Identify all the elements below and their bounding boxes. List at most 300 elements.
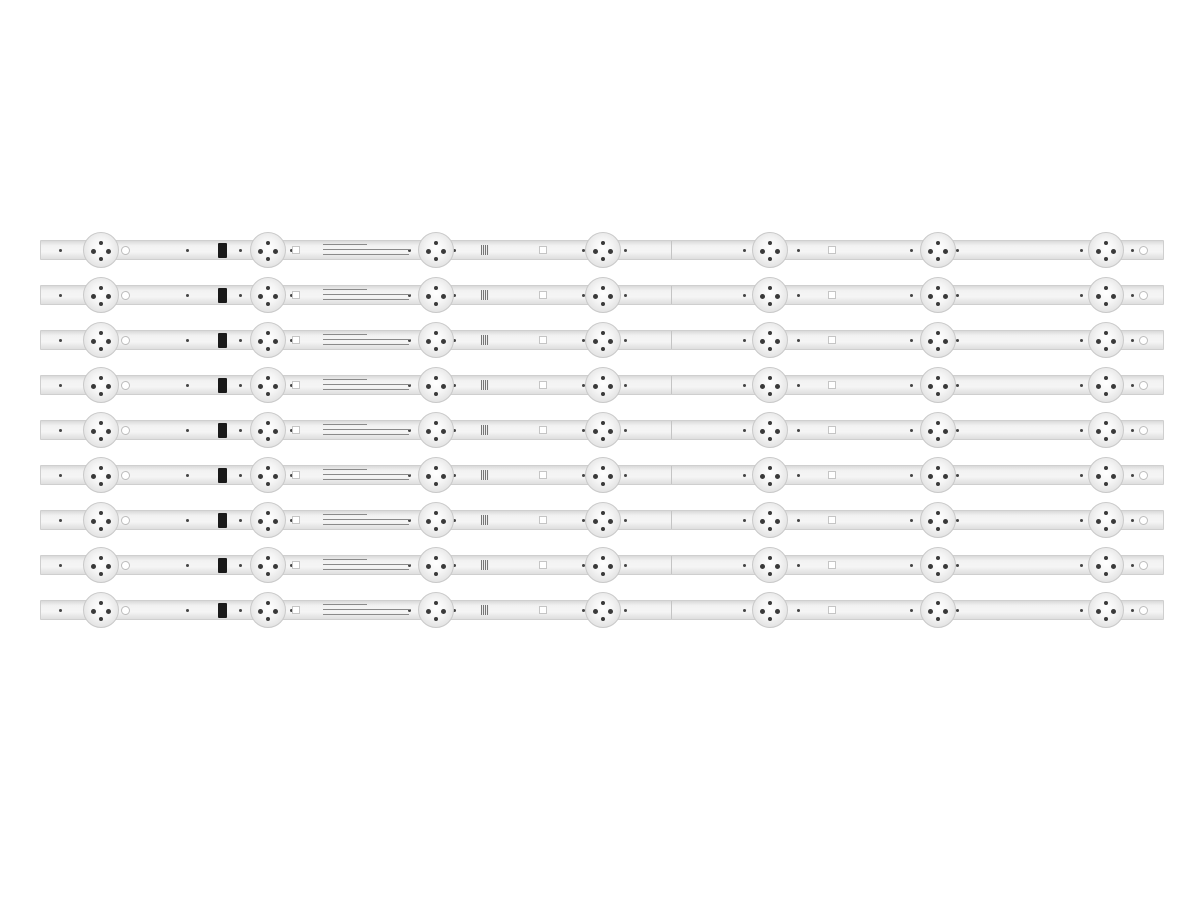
- led-lens: [250, 502, 286, 538]
- lens-leg: [106, 339, 111, 344]
- lens-leg: [928, 429, 933, 434]
- solder-point: [797, 294, 800, 297]
- lens-leg: [441, 564, 446, 569]
- mounting-hole: [1139, 516, 1148, 525]
- solder-point: [186, 429, 189, 432]
- solder-point: [186, 474, 189, 477]
- lens-leg: [775, 609, 780, 614]
- lens-leg: [273, 384, 278, 389]
- solder-point: [1080, 294, 1083, 297]
- solder-point: [797, 249, 800, 252]
- lens-leg: [1104, 601, 1108, 605]
- led-strip: [40, 285, 1164, 305]
- led-lens: [752, 592, 788, 628]
- solder-point: [1080, 519, 1083, 522]
- mounting-hole: [292, 336, 300, 344]
- led-lens: [418, 367, 454, 403]
- led-lens: [585, 277, 621, 313]
- lens-leg: [441, 249, 446, 254]
- solder-point: [910, 609, 913, 612]
- barcode-mark: [481, 245, 489, 255]
- lens-leg: [258, 384, 263, 389]
- mounting-hole: [539, 606, 547, 614]
- lens-leg: [601, 601, 605, 605]
- lens-leg: [928, 294, 933, 299]
- barcode-mark: [481, 605, 489, 615]
- lens-leg: [434, 421, 438, 425]
- strip-joint: [671, 286, 672, 304]
- led-lens: [250, 367, 286, 403]
- solder-point: [59, 339, 62, 342]
- lens-leg: [1104, 482, 1108, 486]
- lens-leg: [99, 257, 103, 261]
- lens-leg: [266, 482, 270, 486]
- lens-leg: [434, 331, 438, 335]
- strip-joint: [671, 376, 672, 394]
- led-lens: [250, 457, 286, 493]
- lens-leg: [91, 339, 96, 344]
- lens-leg: [266, 601, 270, 605]
- solder-point: [186, 384, 189, 387]
- solder-point: [1131, 609, 1134, 612]
- solder-point: [59, 294, 62, 297]
- lens-leg: [601, 466, 605, 470]
- lens-leg: [943, 339, 948, 344]
- led-lens: [920, 277, 956, 313]
- led-lens: [752, 232, 788, 268]
- lens-leg: [1096, 384, 1101, 389]
- lens-leg: [1111, 294, 1116, 299]
- led-lens: [1088, 232, 1124, 268]
- lens-leg: [601, 286, 605, 290]
- lens-leg: [601, 556, 605, 560]
- lens-leg: [426, 564, 431, 569]
- lens-leg: [760, 384, 765, 389]
- led-lens: [585, 457, 621, 493]
- solder-point: [186, 519, 189, 522]
- lens-leg: [1111, 339, 1116, 344]
- lens-leg: [426, 429, 431, 434]
- silkscreen-print: [323, 512, 415, 528]
- lens-leg: [434, 601, 438, 605]
- solder-point: [956, 474, 959, 477]
- mounting-hole: [292, 471, 300, 479]
- led-lens: [250, 412, 286, 448]
- mounting-hole: [292, 291, 300, 299]
- solder-point: [743, 609, 746, 612]
- solder-point: [59, 249, 62, 252]
- led-lens: [418, 457, 454, 493]
- led-lens: [83, 322, 119, 358]
- solder-point: [1131, 474, 1134, 477]
- solder-point: [624, 519, 627, 522]
- lens-leg: [106, 474, 111, 479]
- solder-point: [1131, 429, 1134, 432]
- led-lens: [1088, 412, 1124, 448]
- lens-leg: [936, 241, 940, 245]
- solder-point: [1080, 384, 1083, 387]
- mounting-hole: [539, 246, 547, 254]
- solder-point: [239, 564, 242, 567]
- lens-leg: [91, 249, 96, 254]
- lens-leg: [91, 294, 96, 299]
- lens-leg: [1111, 384, 1116, 389]
- lens-leg: [943, 609, 948, 614]
- mounting-hole: [1139, 426, 1148, 435]
- led-lens: [920, 412, 956, 448]
- led-lens: [920, 322, 956, 358]
- lens-leg: [426, 474, 431, 479]
- mounting-hole: [539, 291, 547, 299]
- lens-leg: [936, 286, 940, 290]
- solder-point: [910, 249, 913, 252]
- lens-leg: [768, 241, 772, 245]
- lens-leg: [1096, 519, 1101, 524]
- lens-leg: [936, 257, 940, 261]
- lens-leg: [258, 294, 263, 299]
- lens-leg: [434, 241, 438, 245]
- solder-point: [743, 339, 746, 342]
- solder-point: [1080, 609, 1083, 612]
- lens-leg: [943, 294, 948, 299]
- strip-joint: [671, 511, 672, 529]
- lens-leg: [775, 384, 780, 389]
- lens-leg: [91, 429, 96, 434]
- lens-leg: [943, 564, 948, 569]
- silkscreen-print: [323, 377, 415, 393]
- solder-point: [239, 609, 242, 612]
- solder-point: [1131, 564, 1134, 567]
- solder-point: [956, 564, 959, 567]
- lens-leg: [1096, 609, 1101, 614]
- solder-point: [910, 429, 913, 432]
- mounting-hole: [828, 381, 836, 389]
- solder-point: [239, 339, 242, 342]
- lens-leg: [768, 601, 772, 605]
- lens-leg: [434, 466, 438, 470]
- solder-point: [1131, 294, 1134, 297]
- led-lens: [83, 367, 119, 403]
- led-strip: [40, 330, 1164, 350]
- solder-point: [1080, 249, 1083, 252]
- solder-point: [624, 564, 627, 567]
- solder-point: [743, 384, 746, 387]
- barcode-mark: [481, 380, 489, 390]
- mounting-hole: [828, 426, 836, 434]
- lens-leg: [1104, 421, 1108, 425]
- lens-leg: [601, 376, 605, 380]
- barcode-mark: [481, 290, 489, 300]
- mounting-hole: [292, 381, 300, 389]
- lens-leg: [768, 257, 772, 261]
- led-strip: [40, 510, 1164, 530]
- mounting-hole: [828, 561, 836, 569]
- solder-point: [910, 564, 913, 567]
- mounting-hole: [121, 381, 130, 390]
- lens-leg: [601, 241, 605, 245]
- lens-leg: [426, 294, 431, 299]
- led-lens: [83, 232, 119, 268]
- solder-point: [239, 294, 242, 297]
- solder-point: [239, 384, 242, 387]
- lens-leg: [426, 384, 431, 389]
- solder-point: [186, 249, 189, 252]
- solder-point: [910, 384, 913, 387]
- lens-leg: [768, 556, 772, 560]
- lens-leg: [106, 609, 111, 614]
- lens-leg: [1111, 429, 1116, 434]
- lens-leg: [273, 429, 278, 434]
- led-lens: [1088, 592, 1124, 628]
- lens-leg: [106, 249, 111, 254]
- mounting-hole: [828, 606, 836, 614]
- lens-leg: [943, 429, 948, 434]
- lens-leg: [768, 437, 772, 441]
- lens-leg: [608, 339, 613, 344]
- lens-leg: [601, 617, 605, 621]
- lens-leg: [273, 519, 278, 524]
- solder-point: [956, 429, 959, 432]
- lens-leg: [601, 302, 605, 306]
- lens-leg: [608, 474, 613, 479]
- lens-leg: [91, 609, 96, 614]
- led-strip: [40, 420, 1164, 440]
- mounting-hole: [539, 426, 547, 434]
- lens-leg: [936, 572, 940, 576]
- solder-point: [743, 519, 746, 522]
- lens-leg: [1104, 257, 1108, 261]
- lens-leg: [936, 511, 940, 515]
- solder-point: [624, 294, 627, 297]
- lens-leg: [99, 601, 103, 605]
- solder-point: [956, 384, 959, 387]
- silkscreen-print: [323, 422, 415, 438]
- lens-leg: [1104, 556, 1108, 560]
- lens-leg: [266, 392, 270, 396]
- lens-leg: [601, 392, 605, 396]
- lens-leg: [258, 564, 263, 569]
- solder-point: [59, 609, 62, 612]
- connector: [218, 513, 227, 528]
- mounting-hole: [1139, 561, 1148, 570]
- lens-leg: [266, 511, 270, 515]
- lens-leg: [1104, 392, 1108, 396]
- solder-point: [1131, 249, 1134, 252]
- lens-leg: [434, 527, 438, 531]
- lens-leg: [928, 384, 933, 389]
- lens-leg: [936, 601, 940, 605]
- lens-leg: [768, 302, 772, 306]
- silkscreen-print: [323, 602, 415, 618]
- mounting-hole: [121, 336, 130, 345]
- lens-leg: [1096, 339, 1101, 344]
- lens-leg: [1096, 429, 1101, 434]
- silkscreen-print: [323, 287, 415, 303]
- lens-leg: [266, 572, 270, 576]
- lens-leg: [99, 376, 103, 380]
- solder-point: [743, 564, 746, 567]
- lens-leg: [99, 392, 103, 396]
- mounting-hole: [121, 516, 130, 525]
- barcode-mark: [481, 335, 489, 345]
- lens-leg: [768, 286, 772, 290]
- solder-point: [797, 474, 800, 477]
- lens-leg: [593, 249, 598, 254]
- lens-leg: [608, 429, 613, 434]
- lens-leg: [273, 609, 278, 614]
- led-lens: [585, 322, 621, 358]
- led-lens: [83, 412, 119, 448]
- lens-leg: [266, 556, 270, 560]
- solder-point: [624, 249, 627, 252]
- lens-leg: [760, 609, 765, 614]
- lens-leg: [601, 511, 605, 515]
- connector: [218, 243, 227, 258]
- lens-leg: [258, 474, 263, 479]
- lens-leg: [760, 294, 765, 299]
- solder-point: [186, 609, 189, 612]
- lens-leg: [1104, 331, 1108, 335]
- solder-point: [186, 564, 189, 567]
- lens-leg: [441, 339, 446, 344]
- led-lens: [1088, 457, 1124, 493]
- mounting-hole: [292, 426, 300, 434]
- solder-point: [797, 519, 800, 522]
- lens-leg: [593, 429, 598, 434]
- led-lens: [1088, 277, 1124, 313]
- lens-leg: [943, 519, 948, 524]
- connector: [218, 333, 227, 348]
- lens-leg: [928, 474, 933, 479]
- solder-point: [797, 384, 800, 387]
- mounting-hole: [828, 336, 836, 344]
- lens-leg: [266, 331, 270, 335]
- connector: [218, 378, 227, 393]
- lens-leg: [441, 429, 446, 434]
- led-lens: [418, 412, 454, 448]
- lens-leg: [608, 609, 613, 614]
- lens-leg: [760, 564, 765, 569]
- barcode-mark: [481, 560, 489, 570]
- solder-point: [59, 564, 62, 567]
- solder-point: [1080, 339, 1083, 342]
- lens-leg: [99, 572, 103, 576]
- lens-leg: [266, 617, 270, 621]
- lens-leg: [273, 294, 278, 299]
- solder-point: [1131, 339, 1134, 342]
- lens-leg: [266, 421, 270, 425]
- lens-leg: [99, 511, 103, 515]
- lens-leg: [441, 294, 446, 299]
- led-lens: [585, 367, 621, 403]
- mounting-hole: [121, 606, 130, 615]
- lens-leg: [943, 474, 948, 479]
- lens-leg: [434, 257, 438, 261]
- mounting-hole: [121, 561, 130, 570]
- lens-leg: [601, 421, 605, 425]
- lens-leg: [760, 429, 765, 434]
- lens-leg: [768, 466, 772, 470]
- lens-leg: [601, 257, 605, 261]
- solder-point: [910, 519, 913, 522]
- mounting-hole: [539, 516, 547, 524]
- mounting-hole: [292, 516, 300, 524]
- lens-leg: [601, 347, 605, 351]
- led-lens: [752, 502, 788, 538]
- lens-leg: [441, 609, 446, 614]
- lens-leg: [266, 466, 270, 470]
- lens-leg: [768, 617, 772, 621]
- lens-leg: [775, 564, 780, 569]
- lens-leg: [273, 339, 278, 344]
- mounting-hole: [292, 246, 300, 254]
- led-lens: [585, 232, 621, 268]
- solder-point: [956, 294, 959, 297]
- solder-point: [1131, 384, 1134, 387]
- lens-leg: [601, 331, 605, 335]
- lens-leg: [760, 474, 765, 479]
- led-lens: [418, 547, 454, 583]
- lens-leg: [99, 437, 103, 441]
- solder-point: [624, 429, 627, 432]
- lens-leg: [601, 482, 605, 486]
- lens-leg: [99, 241, 103, 245]
- lens-leg: [1104, 347, 1108, 351]
- lens-leg: [601, 527, 605, 531]
- strip-joint: [671, 241, 672, 259]
- lens-leg: [258, 519, 263, 524]
- lens-leg: [1104, 572, 1108, 576]
- led-lens: [250, 547, 286, 583]
- led-lens: [83, 592, 119, 628]
- lens-leg: [936, 347, 940, 351]
- led-lens: [418, 277, 454, 313]
- lens-leg: [1111, 249, 1116, 254]
- led-lens: [418, 322, 454, 358]
- mounting-hole: [828, 516, 836, 524]
- lens-leg: [936, 617, 940, 621]
- solder-point: [956, 609, 959, 612]
- led-lens: [752, 277, 788, 313]
- strip-joint: [671, 331, 672, 349]
- mounting-hole: [1139, 246, 1148, 255]
- led-lens: [83, 457, 119, 493]
- lens-leg: [928, 339, 933, 344]
- mounting-hole: [539, 561, 547, 569]
- lens-leg: [1111, 564, 1116, 569]
- led-lens: [83, 502, 119, 538]
- lens-leg: [99, 482, 103, 486]
- mounting-hole: [1139, 291, 1148, 300]
- lens-leg: [775, 519, 780, 524]
- lens-leg: [434, 511, 438, 515]
- lens-leg: [91, 384, 96, 389]
- mounting-hole: [121, 246, 130, 255]
- lens-leg: [266, 527, 270, 531]
- lens-leg: [434, 572, 438, 576]
- lens-leg: [258, 609, 263, 614]
- lens-leg: [601, 572, 605, 576]
- solder-point: [797, 564, 800, 567]
- led-lens: [752, 322, 788, 358]
- lens-leg: [768, 527, 772, 531]
- led-strip: [40, 600, 1164, 620]
- solder-point: [956, 249, 959, 252]
- lens-leg: [99, 421, 103, 425]
- solder-point: [1131, 519, 1134, 522]
- lens-leg: [936, 376, 940, 380]
- solder-point: [624, 609, 627, 612]
